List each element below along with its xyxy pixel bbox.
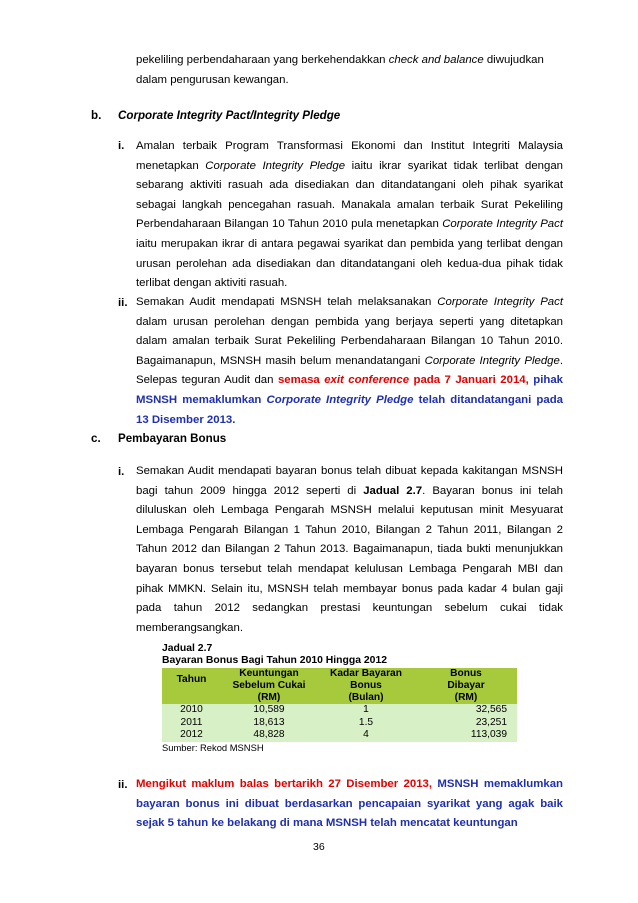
- b-i-text-3: iaitu merupakan ikrar di antara pegawai syarikat dan pembida yang terlibat dengan urusan perolehan ada disediakan dan ditandatangani oleh kedua-dua pihak tidak terlibat dengan aktiviti rasuah.: [136, 237, 563, 290]
- section-b-item-ii-marker: ii.: [118, 297, 128, 309]
- section-c-item-ii-text: [136, 775, 563, 834]
- bonus-table: [162, 668, 517, 742]
- table-number: Jadual 2.7: [162, 643, 213, 654]
- page-number: 36: [313, 841, 325, 853]
- cell-kadar: 1.5: [317, 717, 415, 730]
- cell-tahun: 2011: [162, 717, 221, 730]
- intro-text: pekeliling perbendaharaan yang berkehendakkan: [136, 54, 389, 66]
- section-b-title: Corporate Integrity Pact/Integrity Pledge: [118, 109, 341, 122]
- b-ii-italic-1: Corporate Integrity Pact: [437, 296, 564, 308]
- section-b-item-i-text: [136, 137, 563, 294]
- b-i-text-1: Amalan terbaik Program Transformasi Ekonomi dan Institut Integriti Malaysia menetapkan: [136, 140, 563, 172]
- section-b-item-ii-text: [136, 293, 563, 430]
- cell-keuntungan: 10,589: [221, 704, 317, 717]
- b-ii-text-3: . Selepas teguran Audit dan: [136, 354, 564, 387]
- b-ii-blue-2: telah ditandatangani pada 13 Disember 2013.: [136, 393, 563, 426]
- b-ii-blue-italic: Corporate Integrity Pledge: [266, 393, 414, 406]
- b-ii-red-italic: exit conference: [324, 374, 410, 387]
- intro-text-end: diwujudkan: [483, 54, 544, 66]
- section-c-marker: c.: [91, 432, 101, 445]
- b-ii-italic-2: Corporate Integrity Pledge: [424, 354, 560, 367]
- header-keuntungan: Keuntungan Sebelum Cukai (RM): [221, 668, 317, 704]
- intro-line2: dalam pengurusan kewangan.: [136, 73, 289, 86]
- b-ii-text-1: Semakan Audit mendapati MSNSH telah melaksanakan: [136, 296, 438, 308]
- b-ii-red-2: pada 7 Januari 2014,: [409, 374, 529, 387]
- b-i-italic-2: Corporate Integrity Pact: [442, 218, 564, 231]
- cell-tahun: 2010: [162, 704, 221, 717]
- intro-italic: check and balance: [388, 54, 484, 66]
- cell-keuntungan: 18,613: [221, 717, 317, 730]
- c-ii-red: Mengikut maklum balas bertarikh 27 Disember 2013,: [136, 778, 433, 790]
- b-ii-text-2: dalam urusan perolehan dengan pembida yang berjaya seperti yang ditetapkan dalam amalan terbaik Surat Pekeliling Perbendaharaan Bilangan 10 Tahun 2010. Bagaimanapun, MSNSH masih belum menandatangani: [136, 315, 563, 367]
- cell-kadar: 4: [317, 729, 415, 742]
- section-b-marker: b.: [91, 109, 102, 122]
- c-i-bold: Jadual 2.7: [363, 484, 423, 497]
- table-source: Sumber: Rekod MSNSH: [162, 742, 264, 753]
- c-i-text-1: Semakan Audit mendapati bayaran bonus telah dibuat kepada kakitangan MSNSH bagi tahun 2009 hingga 2012 seperti di: [136, 465, 563, 497]
- section-c-item-i-text: [136, 462, 563, 638]
- cell-bonus: 113,039: [415, 729, 517, 742]
- c-ii-blue: MSNSH memaklumkan bayaran bonus ini dibuat berdasarkan pencapaian syarikat yang agak baik sejak 5 tahun ke belakang di mana MSNSH telah mencatat keuntungan: [136, 778, 563, 830]
- b-ii-red-1: semasa: [277, 374, 325, 387]
- table-header-row: [162, 668, 517, 704]
- cell-bonus: 32,565: [415, 704, 517, 717]
- table-caption: [162, 643, 387, 668]
- b-i-italic-1: Corporate Integrity Pledge: [205, 159, 346, 172]
- cell-kadar: 1: [317, 704, 415, 717]
- header-bonus: Bonus Dibayar (RM): [415, 668, 517, 704]
- section-c-title: Pembayaran Bonus: [118, 432, 227, 445]
- table-row: [162, 729, 517, 742]
- cell-tahun: 2012: [162, 729, 221, 742]
- intro-paragraph: [136, 51, 563, 90]
- table-title: Bayaran Bonus Bagi Tahun 2010 Hingga 2012: [162, 655, 388, 667]
- b-ii-blue-1: pihak MSNSH memaklumkan: [136, 374, 564, 406]
- section-c-item-i-marker: i.: [118, 466, 125, 478]
- table-row: [162, 717, 517, 730]
- cell-bonus: 23,251: [415, 717, 517, 730]
- header-tahun: Tahun: [162, 668, 221, 704]
- section-c-item-ii-marker: ii.: [118, 779, 128, 791]
- section-b-item-i-marker: i.: [118, 140, 125, 152]
- cell-keuntungan: 48,828: [221, 729, 317, 742]
- b-i-text-2: iaitu ikrar syarikat tidak terlibat dengan sebarang aktiviti rasuah ada disediakan dan ditandatangani oleh pihak syarikat sebagai langkah pencegahan rasuah. Manakala amalan terbaik Surat Pekeliling Perbendaharaan Bilangan 10 Tahun 2010 pula menetapkan: [136, 159, 563, 231]
- c-i-text-2: . Bayaran bonus ini telah diluluskan oleh Lembaga Pengarah MSNSH melalui keputusan minit Mesyuarat Lembaga Pengarah Bilangan 1 Tahun 2010, Bilangan 2 Tahun 2011, Bilangan 2 Tahun 2012 dan Bilangan 2 Tahun 2013. Bagaimanapun, tiada bukti menunjukkan bayaran bonus tersebut telah mendapat kelulusan Lembaga Pengarah MBI dan pihak MMKN. Selain itu, MSNSH telah membayar bonus pada kadar 4 bulan gaji pada tahun 2012 sedangkan prestasi keuntungan sebelum cukai tidak memberangsangkan.: [136, 484, 563, 634]
- header-kadar: Kadar Bayaran Bonus (Bulan): [317, 668, 415, 704]
- table-row: [162, 704, 517, 717]
